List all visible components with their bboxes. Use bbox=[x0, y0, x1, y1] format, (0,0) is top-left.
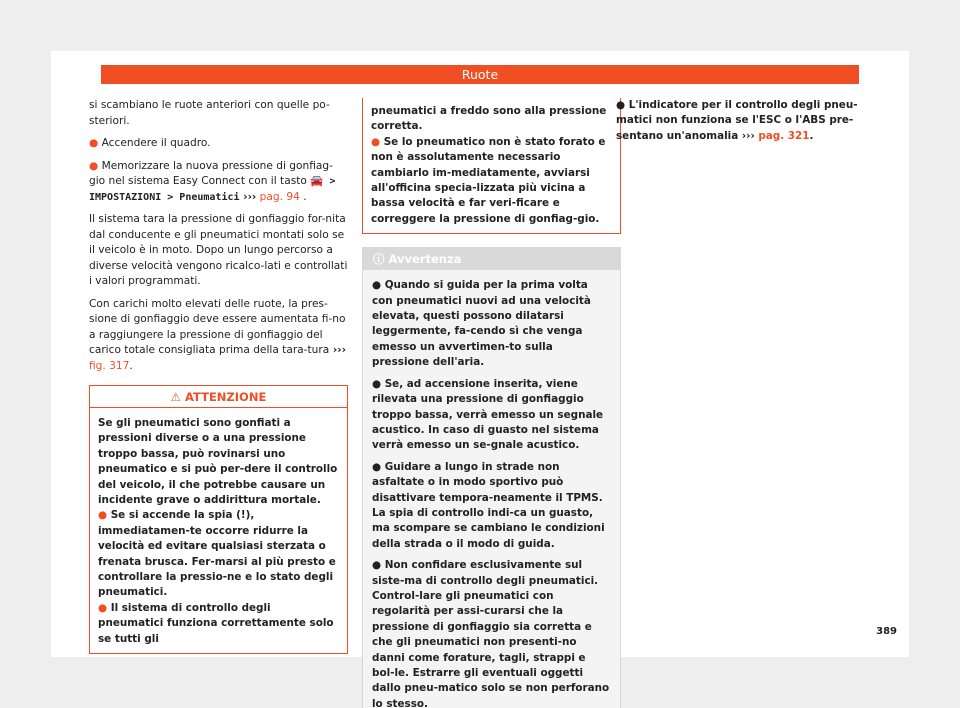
note-item: ● L'indicatore per il controllo degli pneu-matici non funziona se l'ESC o l'ABS pre-sentano un'anomalia ››› pag. 321. bbox=[616, 99, 858, 142]
note-item: ● Quando si guida per la prima volta con pneumatici nuovi ad una velocità elevata, questi possono dilatarsi leggermente, fa-cendo sì che venga emesso un avvertimen-to sulla pressione dell'aria. bbox=[372, 279, 591, 369]
bullet-dot-icon: ● bbox=[616, 99, 626, 111]
warning-header: ⚠ ATTENZIONE bbox=[90, 386, 347, 408]
tire-warning-lamp-icon: (!) bbox=[236, 509, 251, 522]
bullet-dot-icon: ● bbox=[372, 377, 382, 390]
warning-body bbox=[90, 408, 347, 653]
page-reference-link[interactable]: pag. 94 bbox=[256, 190, 300, 203]
reference-arrows: ››› bbox=[738, 129, 755, 142]
figure-reference-link[interactable]: fig. 317 bbox=[89, 359, 130, 372]
page-number: 389 bbox=[876, 626, 897, 637]
reference-arrows: ››› bbox=[239, 190, 257, 203]
note-item: ● Guidare a lungo in strade non asfaltate o in modo sportivo può disattivare tempora-neamente il TPMS. La spia di controllo indi-ca un guasto, ma scompare se cambiano le condizioni della strada o il modo di guida. bbox=[372, 460, 605, 550]
warning-box bbox=[89, 385, 348, 654]
bullet-dot-icon: ● bbox=[372, 559, 382, 572]
bullet-dot-icon: ● bbox=[89, 137, 99, 149]
warning-box-continued bbox=[362, 98, 621, 234]
info-icon: ⓘ bbox=[373, 252, 385, 267]
menu-path: > IMPOSTAZIONI > Pneumatici bbox=[89, 176, 336, 203]
note-item: ● Se, ad accensione inserita, viene rilevata una pressione di gonfiaggio troppo bassa, verrà emesso un segnale acustico. In caso di guasto nel sistema verrà emesso un se-gnale acustico. bbox=[372, 377, 604, 452]
bullet-dot-icon: ● bbox=[98, 601, 108, 614]
paragraph: si scambiano le ruote anteriori con quelle po-steriori. bbox=[89, 99, 330, 127]
note-header: ⓘ Avvertenza bbox=[363, 248, 620, 270]
bullet-item: ● Accendere il quadro. bbox=[89, 137, 211, 149]
warning-bullet: ● Se si accende la spia (!), immediatamen-te occorre ridurre la velocità ed evitare qualsiasi sterzata o frenata brusca. Fer-marsi al più presto e controllare la pressio-ne e lo stato degli pneumatici. bbox=[98, 509, 336, 599]
bullet-dot-icon: ● bbox=[372, 279, 382, 292]
page-reference-link[interactable]: pag. 321 bbox=[754, 129, 810, 142]
warning-bullet: ● Il sistema di controllo degli pneumatici funziona correttamente solo se tutti gli bbox=[98, 601, 334, 645]
bullet-dot-icon: ● bbox=[98, 509, 108, 522]
bullet-item: ● Memorizzare la nuova pressione di gonfiag-gio nel sistema Easy Connect con il tasto 🚘 > IMPOSTAZIONI > Pneumatici ››› pag. 94 . bbox=[89, 159, 336, 203]
bullet-dot-icon: ● bbox=[89, 159, 99, 172]
bullet-dot-icon: ● bbox=[371, 135, 381, 148]
note-body bbox=[363, 270, 620, 708]
column-left bbox=[89, 98, 348, 654]
note-item: ● Non confidare esclusivamente sul siste-ma di controllo degli pneumatici. Control-lare gli pneumatici con regolarità per assi-curarsi che la pressione di gonfiaggio sia corretta e che gli pneumatici non presenti-no danni come forature, tagli, strappi e bol-le. Estrarre gli eventuali oggetti dallo pneu-matico solo se non perforano lo stesso. bbox=[372, 559, 610, 708]
section-header: Ruote bbox=[101, 65, 859, 84]
paragraph: Con carichi molto elevati delle ruote, la pres-sione di gonfiaggio deve essere aumentata fi-no a raggiungere la pressione di gonfiaggio del carico totale consigliata prima della tara-tura ››› fig. 317. bbox=[89, 297, 347, 372]
warning-triangle-icon: ⚠ bbox=[170, 390, 181, 404]
column-right bbox=[616, 98, 875, 151]
warning-bullet: ● Se lo pneumatico non è stato forato e non è assolutamente necessario cambiarlo im-mediatamente, avviarsi all'officina specia-lizzata più vicina a bassa velocità e far veri-ficare e correggere la pressione di gonfiag-gio. bbox=[371, 135, 606, 225]
warning-paragraph: pneumatici a freddo sono alla pressione corretta. bbox=[371, 105, 607, 133]
paragraph: Il sistema tara la pressione di gonfiaggio for-nita dal conducente e gli pneumatici montati solo se il veicolo è in moto. Dopo un lungo percorso a diverse velocità vengono ricalco-lati e controllati i valori programmati. bbox=[89, 213, 348, 287]
car-menu-icon: 🚘 bbox=[310, 175, 324, 187]
manual-page bbox=[51, 51, 909, 708]
bullet-dot-icon: ● bbox=[372, 460, 382, 473]
reference-arrows: ››› bbox=[329, 344, 347, 356]
column-middle bbox=[362, 98, 621, 708]
note-box bbox=[362, 247, 621, 708]
warning-paragraph: Se gli pneumatici sono gonfiati a pressioni diverse o a una pressione troppo bassa, può rovinarsi uno pneumatico e si può per-dere il controllo del veicolo, il che potrebbe causare un incidente grave o addirittura mortale. bbox=[98, 417, 338, 507]
